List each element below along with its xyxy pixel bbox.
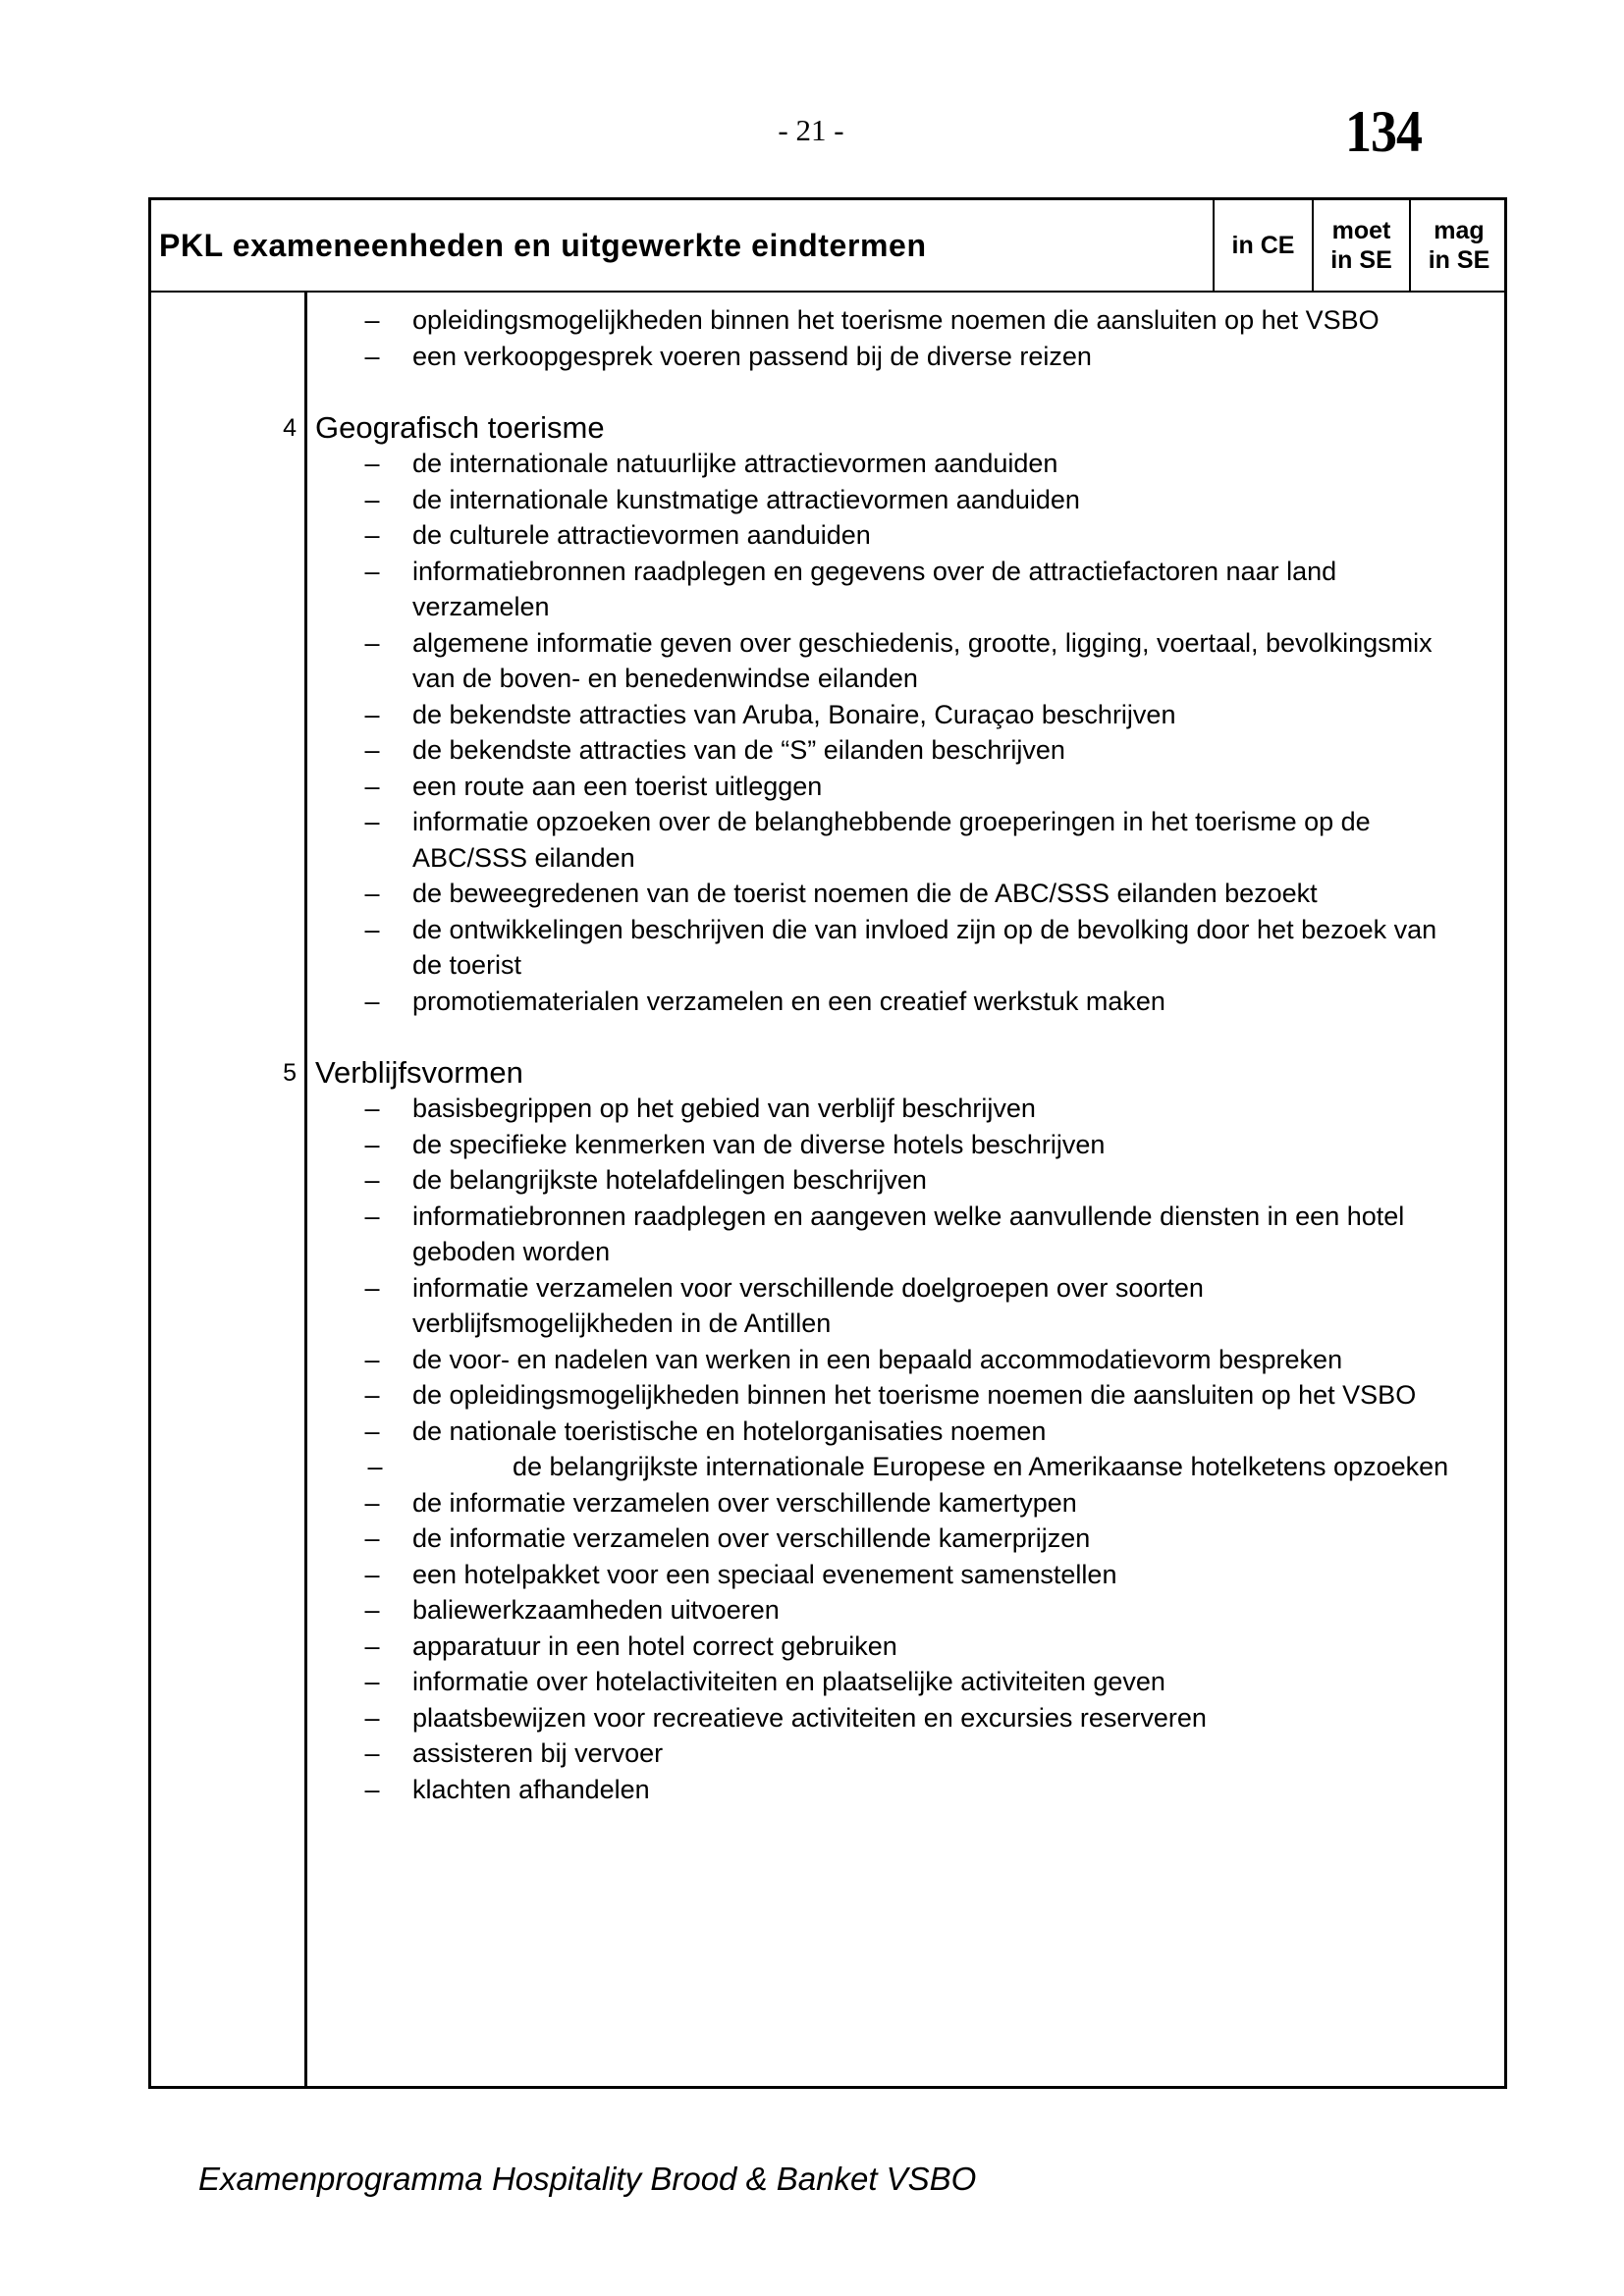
dash-bullet-icon: –: [364, 735, 380, 765]
dash-bullet-icon: –: [364, 879, 380, 908]
dash-bullet-icon: –: [364, 1774, 380, 1804]
list-item: [151, 1377, 1504, 1414]
document-number: 134: [1345, 98, 1422, 165]
section-number: 4: [283, 413, 297, 442]
list-item-line: [151, 984, 1504, 1020]
column-header-mag-in-se: [1409, 200, 1507, 291]
dash-bullet-icon: –: [367, 1452, 383, 1481]
dash-bullet-icon: –: [364, 1630, 380, 1661]
list-item-line: [151, 769, 1504, 805]
column-header-line: in CE: [1231, 232, 1295, 259]
list-item-text: de bekendste attracties van de “S” eilanden beschrijven: [412, 735, 1065, 765]
section-heading: [151, 410, 1504, 447]
list-item-text: de belangrijkste internationale Europese en Amerikaanse hotelketens opzoeken: [513, 1452, 1449, 1481]
list-item-text: de voor- en nadelen van werken in een bepaald accommodatievorm bespreken: [412, 1344, 1343, 1374]
list-item: [151, 1557, 1504, 1593]
column-header-line: in SE: [1330, 246, 1392, 274]
column-header-in-ce: [1213, 200, 1312, 291]
list-item-line: [151, 517, 1504, 554]
list-item-line: [151, 732, 1504, 769]
dash-bullet-icon: –: [364, 1272, 380, 1303]
list-item-line: [151, 482, 1504, 518]
dash-bullet-icon: –: [364, 986, 380, 1016]
list-item: [151, 554, 1504, 625]
list-item-line: [151, 1700, 1504, 1736]
list-item-line: [151, 1521, 1504, 1557]
list-item-text: baliewerkzaamheden uitvoeren: [412, 1595, 780, 1625]
list-item-text: een hotelpakket voor een speciaal evenement samenstellen: [412, 1559, 1117, 1589]
list-item-line: [151, 1557, 1504, 1593]
list-item-line: [151, 1664, 1504, 1700]
list-item-text: de beweegredenen van de toerist noemen die de ABC/SSS eilanden bezoekt: [412, 879, 1318, 908]
list-item-text: de nationale toeristische en hotelorganisaties noemen: [412, 1415, 1047, 1446]
list-item-line: [151, 1162, 1504, 1199]
list-item-text: de toerist: [412, 950, 522, 980]
list-item: [151, 625, 1504, 697]
list-item-text: van de boven- en benedenwindse eilanden: [412, 664, 918, 693]
section-title: Geografisch toerisme: [315, 409, 605, 445]
column-header-line: in SE: [1428, 246, 1490, 274]
list-item-line: [151, 840, 1504, 877]
list-item: [151, 1664, 1504, 1700]
column-header-moet-in-se: [1312, 200, 1409, 291]
list-item-line: [151, 1234, 1504, 1270]
dash-bullet-icon: –: [364, 1415, 380, 1446]
page-footer: Examenprogramma Hospitality Brood & Banket VSBO: [198, 2161, 977, 2197]
dash-bullet-icon: –: [364, 1559, 380, 1589]
dash-bullet-icon: –: [364, 520, 380, 550]
list-item-line: [151, 1270, 1504, 1307]
list-item-text: klachten afhandelen: [412, 1774, 650, 1804]
list-item: [151, 1485, 1504, 1522]
dash-bullet-icon: –: [364, 807, 380, 836]
list-item-text: opleidingsmogelijkheden binnen het toerisme noemen die aansluiten op het VSBO: [412, 305, 1380, 335]
dash-bullet-icon: –: [364, 1129, 380, 1159]
dash-bullet-icon: –: [364, 484, 380, 514]
list-item-text: promotiematerialen verzamelen en een creatief werkstuk maken: [412, 986, 1165, 1016]
list-item-text: informatiebronnen raadplegen en gegevens over de attractiefactoren naar land: [412, 556, 1337, 586]
list-item: [151, 302, 1504, 339]
list-item-line: [151, 697, 1504, 733]
section-title: Verblijfsvormen: [315, 1054, 523, 1090]
list-item: [151, 1199, 1504, 1270]
list-item-text: assisteren bij vervoer: [412, 1738, 664, 1768]
list-item-text: verblijfsmogelijkheden in de Antillen: [412, 1308, 832, 1338]
dash-bullet-icon: –: [364, 771, 380, 801]
dash-bullet-icon: –: [364, 305, 380, 335]
dash-bullet-icon: –: [364, 449, 380, 478]
list-item-text: de opleidingsmogelijkheden binnen het toerisme noemen die aansluiten op het VSBO: [412, 1380, 1417, 1410]
dash-bullet-icon: –: [364, 341, 380, 371]
list-item-text: plaatsbewijzen voor recreatieve activiteiten en excursies reserveren: [412, 1702, 1207, 1733]
list-item-line: [151, 1091, 1504, 1127]
list-item: [151, 1091, 1504, 1127]
dash-bullet-icon: –: [364, 1165, 380, 1195]
list-item: [151, 482, 1504, 518]
list-item: [151, 984, 1504, 1020]
list-item: [151, 732, 1504, 769]
list-item-line: [151, 1485, 1504, 1522]
list-item-text: de internationale natuurlijke attractievormen aanduiden: [412, 449, 1058, 478]
list-item-line: [151, 1199, 1504, 1235]
list-item-text: informatie verzamelen voor verschillende doelgroepen over soorten: [412, 1272, 1204, 1303]
list-item: [151, 1342, 1504, 1378]
list-item-line: [151, 804, 1504, 840]
dash-bullet-icon: –: [364, 1667, 380, 1696]
dash-bullet-icon: –: [364, 1344, 380, 1374]
dash-bullet-icon: –: [364, 556, 380, 586]
list-item-line: [151, 1449, 1504, 1485]
list-item: [151, 517, 1504, 554]
list-item-text: geboden worden: [412, 1237, 611, 1266]
list-item-line: [151, 589, 1504, 625]
list-item: [151, 804, 1504, 876]
list-item-text: algemene informatie geven over geschiedenis, grootte, ligging, voertaal, bevolkingsmix: [412, 627, 1433, 658]
list-item: [151, 912, 1504, 984]
list-item-text: de informatie verzamelen over verschillende kamertypen: [412, 1487, 1077, 1518]
dash-bullet-icon: –: [364, 1738, 380, 1768]
list-item-line: [151, 1342, 1504, 1378]
dash-bullet-icon: –: [364, 1702, 380, 1733]
list-item: [151, 1449, 1504, 1485]
table-header: [151, 200, 1504, 293]
list-item-line: [151, 339, 1504, 375]
list-item: [151, 1772, 1504, 1808]
dash-bullet-icon: –: [364, 699, 380, 729]
list-item: [151, 1735, 1504, 1772]
table-header-title: PKL exameneenheden en uitgewerkte eindtermen: [159, 228, 927, 263]
list-item-text: informatie opzoeken over de belanghebbende groeperingen in het toerisme op de: [412, 807, 1371, 836]
dash-bullet-icon: –: [364, 1595, 380, 1625]
list-item: [151, 1700, 1504, 1736]
list-item-line: [151, 1629, 1504, 1665]
list-item-text: de specifieke kenmerken van de diverse hotels beschrijven: [412, 1129, 1106, 1159]
dash-bullet-icon: –: [364, 1487, 380, 1518]
section-heading: [151, 1055, 1504, 1092]
column-header-line: mag: [1434, 217, 1485, 244]
list-item-text: de informatie verzamelen over verschillende kamerprijzen: [412, 1523, 1091, 1553]
list-item-line: [151, 1414, 1504, 1450]
dash-bullet-icon: –: [364, 627, 380, 658]
list-item-text: een route aan een toerist uitleggen: [412, 771, 823, 801]
list-item-line: [151, 876, 1504, 912]
list-item-text: apparatuur in een hotel correct gebruiken: [412, 1630, 897, 1661]
table-body: [151, 302, 1504, 1807]
dash-bullet-icon: –: [364, 1201, 380, 1231]
dash-bullet-icon: –: [364, 1380, 380, 1410]
list-item-line: [151, 1377, 1504, 1414]
list-item-text: informatie over hotelactiviteiten en plaatselijke activiteiten geven: [412, 1667, 1165, 1696]
list-item-text: de culturele attractievormen aanduiden: [412, 520, 871, 550]
section-number: 5: [283, 1058, 297, 1087]
list-item: [151, 1270, 1504, 1342]
list-item-line: [151, 1306, 1504, 1342]
list-item-text: een verkoopgesprek voeren passend bij de diverse reizen: [412, 341, 1092, 371]
list-item: [151, 697, 1504, 733]
list-item: [151, 769, 1504, 805]
spacer: [151, 374, 1504, 410]
list-item: [151, 1414, 1504, 1450]
list-item-text: de ontwikkelingen beschrijven die van invloed zijn op de bevolking door het bezoek van: [412, 914, 1437, 944]
list-item: [151, 876, 1504, 912]
list-item-text: basisbegrippen op het gebied van verblijf beschrijven: [412, 1094, 1036, 1123]
list-item-text: de bekendste attracties van Aruba, Bonaire, Curaçao beschrijven: [412, 699, 1176, 729]
list-item-line: [151, 446, 1504, 482]
list-item-text: ABC/SSS eilanden: [412, 842, 635, 873]
spacer: [151, 1019, 1504, 1055]
list-item-line: [151, 1772, 1504, 1808]
list-item: [151, 1521, 1504, 1557]
list-item: [151, 1127, 1504, 1163]
list-item-line: [151, 661, 1504, 697]
list-item-line: [151, 1592, 1504, 1629]
list-item: [151, 1629, 1504, 1665]
list-item-line: [151, 1127, 1504, 1163]
exam-table: [148, 197, 1507, 2089]
list-item-line: [151, 554, 1504, 590]
list-item-line: [151, 947, 1504, 984]
list-item-text: de belangrijkste hotelafdelingen beschrijven: [412, 1165, 927, 1195]
dash-bullet-icon: –: [364, 1094, 380, 1123]
list-item-text: de internationale kunstmatige attractievormen aanduiden: [412, 484, 1080, 514]
list-item-line: [151, 912, 1504, 948]
list-item: [151, 1162, 1504, 1199]
list-item: [151, 339, 1504, 375]
list-item-line: [151, 625, 1504, 662]
column-header-line: moet: [1331, 217, 1391, 244]
page-number: - 21 -: [778, 113, 844, 147]
list-item-line: [151, 1735, 1504, 1772]
dash-bullet-icon: –: [364, 914, 380, 944]
dash-bullet-icon: –: [364, 1523, 380, 1553]
list-item-text: verzamelen: [412, 592, 550, 621]
list-item-text: informatiebronnen raadplegen en aangeven welke aanvullende diensten in een hotel: [412, 1201, 1405, 1231]
list-item-line: [151, 302, 1504, 339]
list-item: [151, 1592, 1504, 1629]
list-item: [151, 446, 1504, 482]
